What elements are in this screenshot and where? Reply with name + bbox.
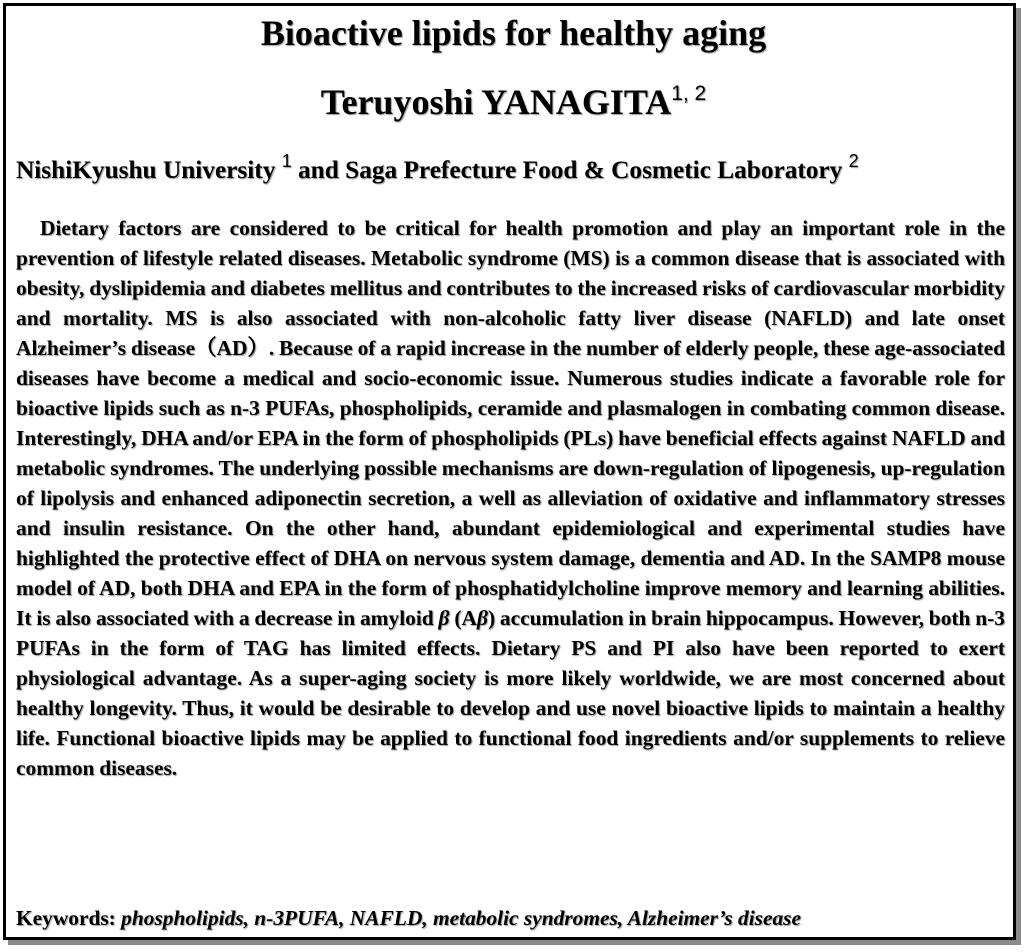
author-superscript: 1, 2 bbox=[671, 82, 707, 105]
beta-symbol: β bbox=[438, 606, 450, 630]
affiliation-part-2: and Saga Prefecture Food & Cosmetic Laboratory bbox=[291, 156, 849, 184]
affiliation-part-1: NishiKyushu University bbox=[16, 156, 282, 184]
keywords-line bbox=[16, 903, 801, 933]
keywords-label: Keywords: bbox=[16, 906, 122, 930]
affiliation-sup-1: 1 bbox=[281, 151, 292, 171]
author-line bbox=[0, 80, 1027, 124]
abstract-text-2: (A bbox=[449, 606, 477, 630]
affiliation-line bbox=[16, 152, 1017, 188]
abstract-text-3: ) accumulation in brain hippocampus. However, both n-3 PUFAs in the form of TAG has limited effects. Dietary PS and PI also have been reported to exert physiological advantage. As a super-aging society is more likely worldwide, we are most concerned about healthy longevity. Thus, it would be desirable to develop and use novel bioactive lipids to maintain a healthy life. Functional bioactive lipids may be applied to functional food ingredients and/or supplements to relieve common diseases. bbox=[16, 606, 1005, 780]
keywords-list: phospholipids, n-3PUFA, NAFLD, metabolic syndromes, Alzheimer’s disease bbox=[121, 906, 801, 930]
abstract-body bbox=[16, 213, 1005, 783]
document-title: Bioactive lipids for healthy aging bbox=[260, 13, 767, 53]
abstract-text-1: Dietary factors are considered to be critical for health promotion and play an important role in the prevention of lifestyle related diseases. Metabolic syndrome (MS) is a common disease that is associated with obesity, dyslipidemia and diabetes mellitus and contributes to the increased risks of cardiovascular morbidity and mortality. MS is also associated with non-alcoholic fatty liver disease (NAFLD) and late onset Alzheimer’s disease（AD）. Because of a rapid increase in the number of elderly people, these age-associated diseases have become a medical and socio-economic issue. Numerous studies indicate a favorable role for bioactive lipids such as n-3 PUFAs, phospholipids, ceramide and plasmalogen in combating common disease. Interestingly, DHA and/or EPA in the form of phospholipids (PLs) have beneficial effects against NAFLD and metabolic syndromes. The underlying possible mechanisms are down-regulation of lipogenesis, up-regulation of lipolysis and enhanced adiponectin secretion, a well as alleviation of oxidative and inflammatory stresses and insulin resistance. On the other hand, abundant epidemiological and experimental studies have highlighted the protective effect of DHA on nervous system damage, dementia and AD. In the SAMP8 mouse model of AD, both DHA and EPA in the form of phosphatidylcholine improve memory and learning abilities. It is also associated with a decrease in amyloid bbox=[16, 216, 1005, 630]
beta-symbol: β bbox=[476, 606, 488, 630]
author-name: Teruyoshi YANAGITA bbox=[320, 82, 672, 122]
affiliation-sup-2: 2 bbox=[848, 151, 859, 171]
